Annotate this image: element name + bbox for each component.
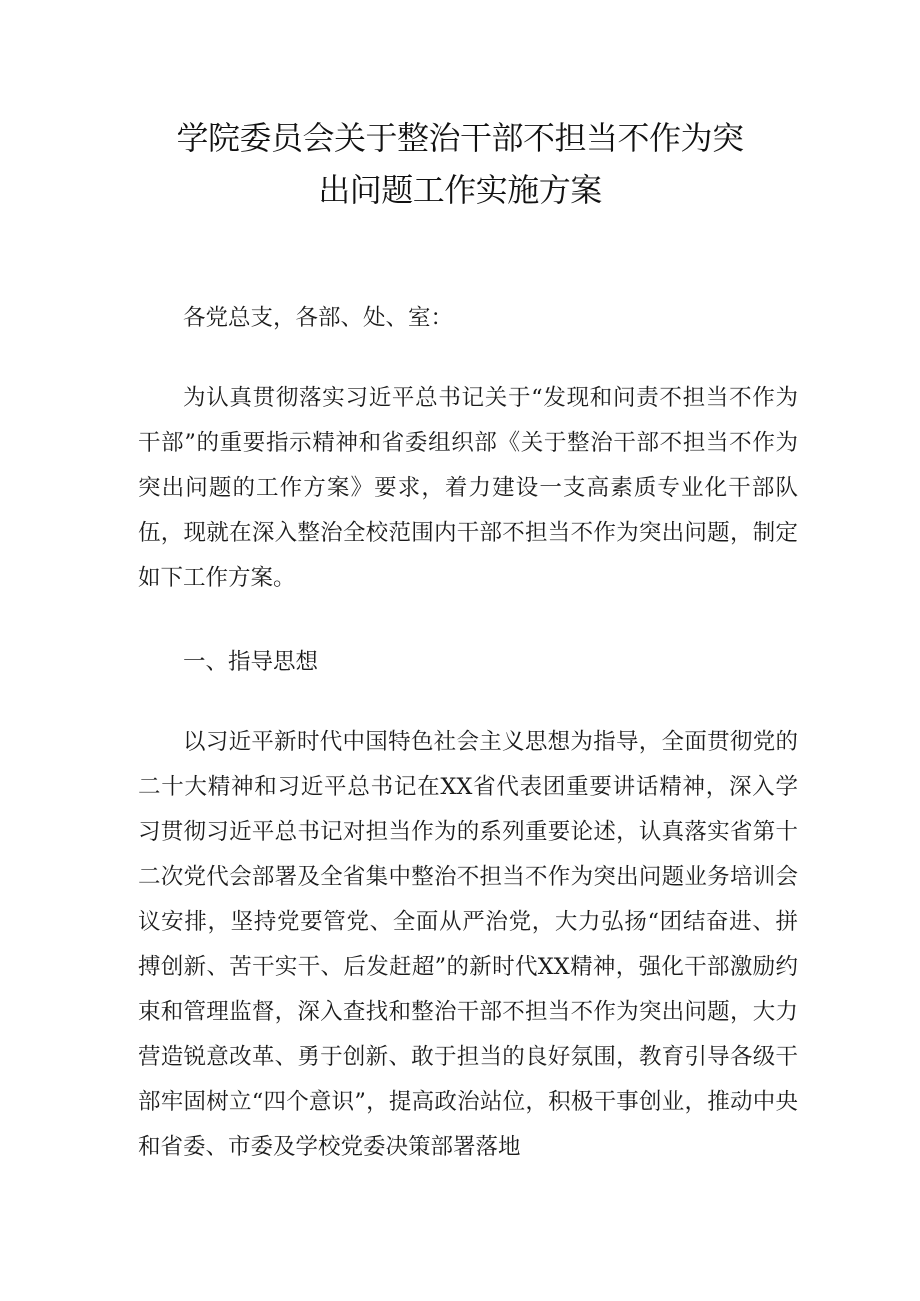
section-heading-guiding-ideology: 一、指导思想	[183, 649, 319, 675]
title-line-1: 学院委员会关于整治干部不担当不作为突	[176, 119, 744, 157]
salutation: 各党总支，各部、处、室：	[183, 305, 454, 331]
title-line-2: 出问题工作实施方案	[318, 171, 602, 209]
document-title	[100, 112, 820, 216]
guiding-ideology-paragraph: 以习近平新时代中国特色社会主义思想为指导，全面贯彻党的二十大精神和习近平总书记在XX省代表团重要讲话精神，深入学习贯彻习近平总书记对担当作为的系列重要论述，认真落实省第十二次党代会部署及全省集中整治不担当不作为突出问题业务培训会议安排，坚持党要管党、全面从严治党，大力弘扬“团结奋进、拼搏创新、苦干实干、后发赶超”的新时代XX精神，强化干部激励约束和管理监督，深入查找和整治干部不担当不作为突出问题，大力营造锐意改革、勇于创新、敢于担当的良好氛围，教育引导各级干部牢固树立“四个意识”，提高政治站位，积极干事创业，推动中央和省委、市委及学校党委决策部署落地	[138, 729, 798, 1160]
intro-paragraph: 为认真贯彻落实习近平总书记关于“发现和问责不担当不作为干部”的重要指示精神和省委组织部《关于整治干部不担当不作为突出问题的工作方案》要求，着力建设一支高素质专业化干部队伍，现就在深入整治全校范围内干部不担当不作为突出问题，制定如下工作方案。	[138, 385, 798, 591]
